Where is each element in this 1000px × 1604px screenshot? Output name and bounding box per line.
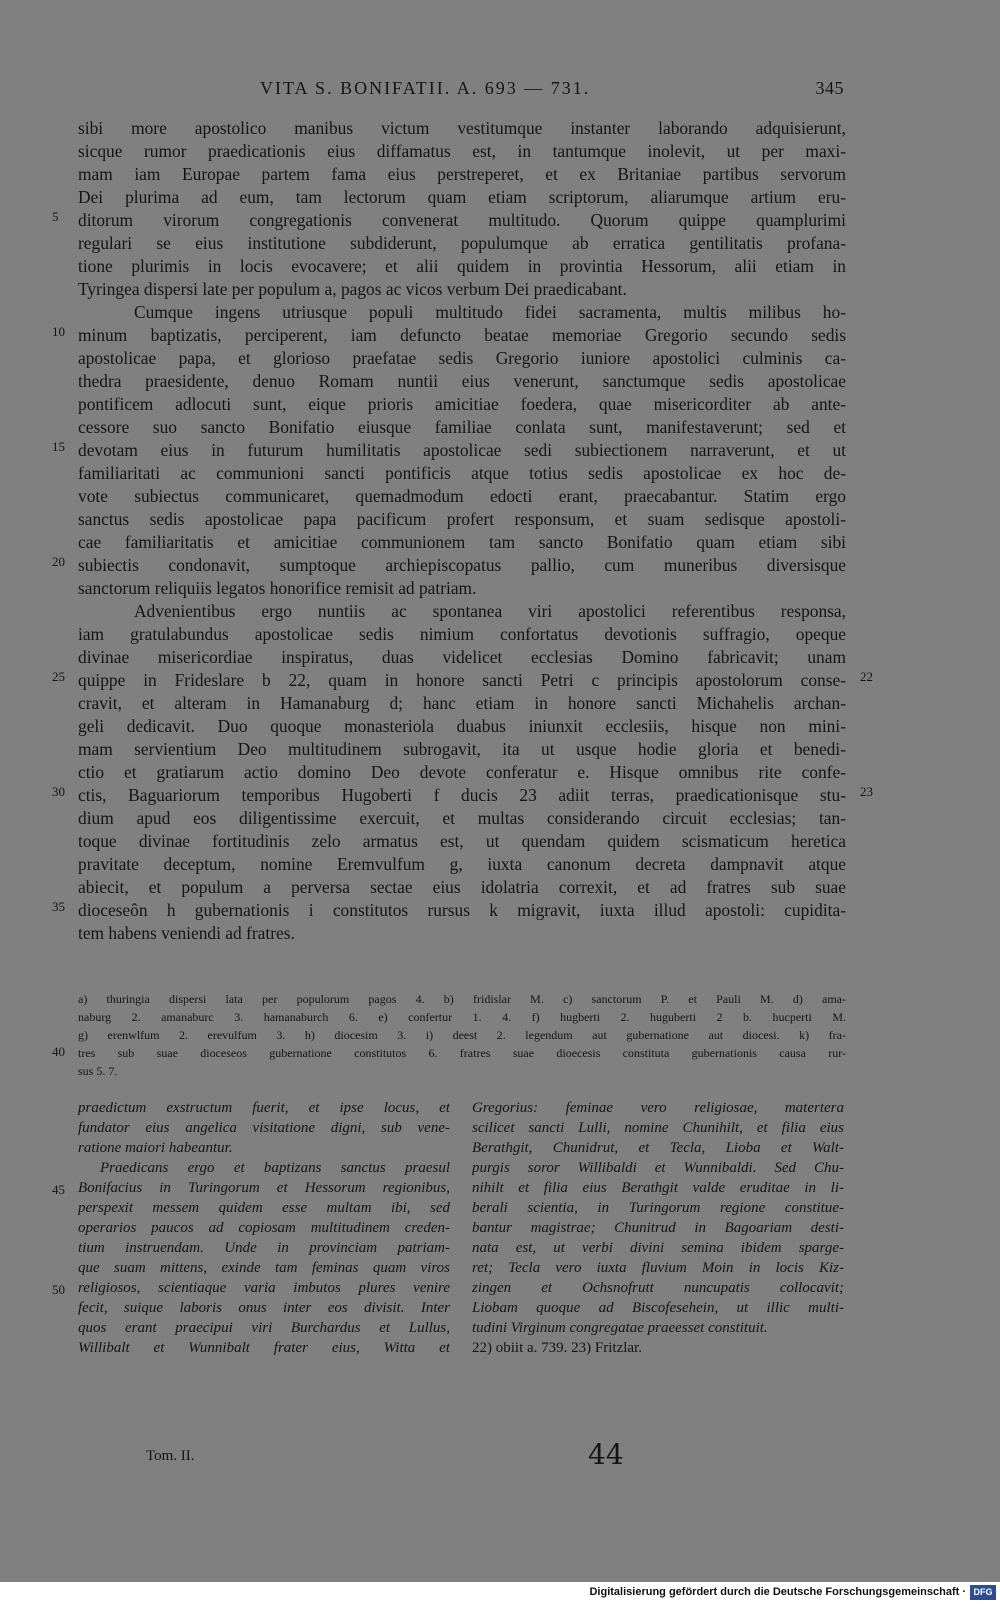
footnote-line: sus 5. 7.: [78, 1064, 118, 1078]
commentary-line: ratione maiori habeantur.: [78, 1140, 233, 1156]
main-text: [78, 117, 846, 945]
text-line: vote subiectus communicaret, quemadmodum edocti erant, praecabantur. Statim ergo: [78, 486, 846, 506]
commentary-line: 22) obiit a. 739. 23) Fritzlar.: [472, 1340, 642, 1356]
commentary-line: nata est, ut verbi divini semina ibidem sparge-: [472, 1240, 844, 1256]
commentary-line: tium instruendam. Unde in provinciam patriam-: [78, 1240, 450, 1256]
header-title: VITA S. BONIFATII. A. 693 — 731.: [260, 78, 591, 98]
line-number: 5: [52, 209, 59, 224]
text-line: ctis, Baguariorum temporibus Hugoberti f ducis 23 adiit terras, praedicationisque stu-: [78, 785, 846, 805]
dfg-banner[interactable]: [0, 1582, 1000, 1604]
line-number: 50: [52, 1282, 65, 1297]
commentary-line: Gregorius: feminae vero religiosae, matertera: [472, 1100, 844, 1116]
footnote-line: a) thuringia dispersi lata per populorum pagos 4. b) fridislar M. c) sanctorum P. et Pauli M. d) ama-: [78, 992, 846, 1006]
text-line: dium apud eos diligentissime exercuit, et multas considerando circuit ecclesias; tan-: [78, 808, 846, 828]
line-number: 30: [52, 784, 65, 799]
commentary-line: purgis soror Willibaldi et Wunnibaldi. Sed Chu-: [472, 1160, 844, 1176]
commentary-line: Praedicans ergo et baptizans sanctus praesul: [100, 1160, 450, 1176]
text-line: divinae misericordiae inspiratus, duas videlicet ecclesias Domino fabricavit; unam: [78, 647, 846, 667]
text-line: sanctorum reliquiis legatos honorifice remisit ad patriam.: [78, 578, 477, 598]
signature-mark: 44: [588, 1438, 624, 1471]
text-line: Cumque ingens utriusque populi multitudo fidei sacramenta, multis milibus ho-: [134, 302, 846, 322]
line-number: 40: [52, 1044, 65, 1059]
line-number: 10: [52, 324, 65, 339]
text-line: thedra praesidente, denuo Romam nuntii eius venerunt, sanctumque sedis apostolicae: [78, 371, 846, 391]
commentary-right-column: [472, 1098, 844, 1358]
text-line: quippe in Frideslare b 22, quam in honore sancti Petri c principis apostolorum conse-: [78, 670, 846, 690]
text-line: sanctus sedis apostolicae papa pacificum profert responsum, et suam sedisque apostoli-: [78, 509, 846, 529]
page-number: 345: [815, 78, 844, 98]
volume-label: Tom. II.: [146, 1448, 195, 1464]
line-number: 45: [52, 1182, 65, 1197]
commentary-line: Berathgit, Chunidrut, et Tecla, Lioba et Walt-: [472, 1140, 844, 1156]
footnote-line: tres sub suae dioceseos gubernatione constitutos 6. fratres suae dioecesis constituta gubernationis causa rur-: [78, 1046, 846, 1060]
commentary-line: operarios paucos ad copiosam multitudinem creden-: [78, 1220, 450, 1236]
commentary-line: fecit, suique laboris onus inter eos divisit. Inter: [78, 1300, 450, 1316]
text-line: cravit, et alteram in Hamanaburg d; hanc etiam in honore sancti Michahelis archan-: [78, 693, 846, 713]
commentary-line: quos erant praecipui viri Burchardus et Lullus,: [78, 1320, 450, 1336]
commentary-line: nihilt et filia eius Berathgit valde eruditae in li-: [472, 1180, 844, 1196]
text-line: minum baptizatis, perciperent, iam defuncto beatae memoriae Gregorio secundo sedis: [78, 325, 846, 345]
commentary-line: fundator eius angelica visitatione digni, sub vene-: [78, 1120, 450, 1136]
text-line: subiectis condonavit, sumptoque archiepiscopatus pallio, cum muneribus diversisque: [78, 555, 846, 575]
text-line: sicque rumor praedicationis eius diffamatus est, in tantumque inolevit, ut per maxi-: [78, 141, 846, 161]
text-line: Advenientibus ergo nuntiis ac spontanea viri apostolici referentibus responsa,: [134, 601, 846, 621]
margin-note-ref: 23: [860, 784, 873, 799]
text-line: sibi more apostolico manibus victum vestitumque instanter laborando adquisierunt,: [78, 118, 846, 138]
text-line: Dei plurima ad eum, tam lectorum quam etiam scriptorum, aliarumque artium eru-: [78, 187, 846, 207]
commentary-line: Bonifacius in Turingorum et Hessorum regionibus,: [78, 1180, 450, 1196]
commentary-line: Liobam quoque ad Biscofesehein, ut illic multi-: [472, 1300, 844, 1316]
text-line: apostolicae papa, et glorioso praefatae sedis Gregorio iuniore apostolici culminis ca-: [78, 348, 846, 368]
text-line: ditorum virorum congregationis convenerat multitudo. Quorum quippe quamplurimi: [78, 210, 846, 230]
line-number: 35: [52, 899, 65, 914]
text-line: toque divinae fortitudinis zelo armatus est, ut quendam quidem scismaticum heretica: [78, 831, 846, 851]
commentary-line: religiosos, scientiaque varia imbutos plures venire: [78, 1280, 450, 1296]
commentary-left-column: [78, 1098, 450, 1358]
commentary-line: que suam mittens, exinde tam feminas quam viros: [78, 1260, 450, 1276]
text-line: mam servientium Deo multitudinem subrogavit, ita ut usque hodie gloria et benedi-: [78, 739, 846, 759]
text-line: abiecit, et populum a perversa sectae eius idolatria correxit, et ad fratres sub suae: [78, 877, 846, 897]
commentary-line: berali scientia, in Turingorum regione constitue-: [472, 1200, 844, 1216]
text-line: tione plurimis in locis evocavere; et alii quidem in provintia Hessorum, alii etiam in: [78, 256, 846, 276]
text-line: dioceseôn h gubernationis i constitutos rursus k migravit, iuxta illud apostoli: cupidita-: [78, 900, 846, 920]
line-number: 20: [52, 554, 65, 569]
margin-note-ref: 22: [860, 669, 873, 684]
line-number: 25: [52, 669, 65, 684]
footnote-line: g) erenwlfum 2. erevulfum 3. h) diocesim 3. i) deest 2. legendum aut gubernatione aut diocesi. k) fra-: [78, 1028, 846, 1042]
commentary-line: perspexit messem quidem esse multam ibi, sed: [78, 1200, 450, 1216]
text-line: iam gratulabundus apostolicae sedis nimium confortatus devotionis suffragio, opeque: [78, 624, 846, 644]
line-number: 15: [52, 439, 65, 454]
text-line: pravitate deceptum, nomine Eremvulfum g, iuxta canonum decreta dampnavit atque: [78, 854, 846, 874]
commentary-line: tudini Virginum congregatae praeesset constituit.: [472, 1320, 768, 1336]
dfg-logo-icon[interactable]: DFG: [970, 1585, 996, 1600]
text-line: cessore suo sancto Bonifatio eiusque familiae conlata sunt, manifestaverunt; sed et: [78, 417, 846, 437]
commentary-line: Willibalt et Wunnibalt frater eius, Witta et: [78, 1340, 450, 1356]
text-line: familiaritati ac communioni sancti pontificis atque totius sedis apostolicae ex hoc de-: [78, 463, 846, 483]
running-header: [78, 78, 844, 102]
text-line: ctio et gratiarum actio domino Deo devote conferatur e. Hisque omnibus rite confe-: [78, 762, 846, 782]
text-line: Tyringea dispersi late per populum a, pagos ac vicos verbum Dei praedicabant.: [78, 279, 627, 299]
footnote-line: naburg 2. amanaburc 3. hamanaburch 6. e) confertur 1. 4. f) hugberti 2. huguberti 2 b. hucperti M.: [78, 1010, 846, 1024]
footnotes: [78, 990, 846, 1080]
text-line: pontificem adlocuti sunt, eique prioris amicitiae foedera, quae misericorditer ab ante-: [78, 394, 846, 414]
text-line: regulari se eius institutione subdiderunt, populumque ab erratica gentilitatis profana-: [78, 233, 846, 253]
commentary-line: scilicet sancti Lulli, nomine Chunihilt, et filia eius: [472, 1120, 844, 1136]
text-line: devotam eius in futurum humilitatis apostolicae sedi subiectionem narraverunt, et ut: [78, 440, 846, 460]
dfg-credit-text: Digitalisierung gefördert durch die Deutsche Forschungsgemeinschaft ·: [589, 1586, 966, 1598]
text-line: cae familiaritatis et amicitiae communionem tam sancto Bonifatio quam etiam sibi: [78, 532, 846, 552]
text-line: mam iam Europae partem fama eius perstreperet, et ex Britaniae partibus servorum: [78, 164, 846, 184]
commentary-line: bantur magistrae; Chunitrud in Bagoariam desti-: [472, 1220, 844, 1236]
commentary-line: ret; Tecla vero iuxta fluvium Moin in locis Kiz-: [472, 1260, 844, 1276]
text-line: tem habens veniendi ad fratres.: [78, 923, 295, 943]
text-line: geli dedicavit. Duo quoque monasteriola duabus iniunxit ecclesiis, hisque non mini-: [78, 716, 846, 736]
commentary-line: zingen et Ochsnofrutt nuncupatis collocavit;: [472, 1280, 844, 1296]
commentary-line: praedictum exstructum fuerit, et ipse locus, et: [78, 1100, 450, 1116]
